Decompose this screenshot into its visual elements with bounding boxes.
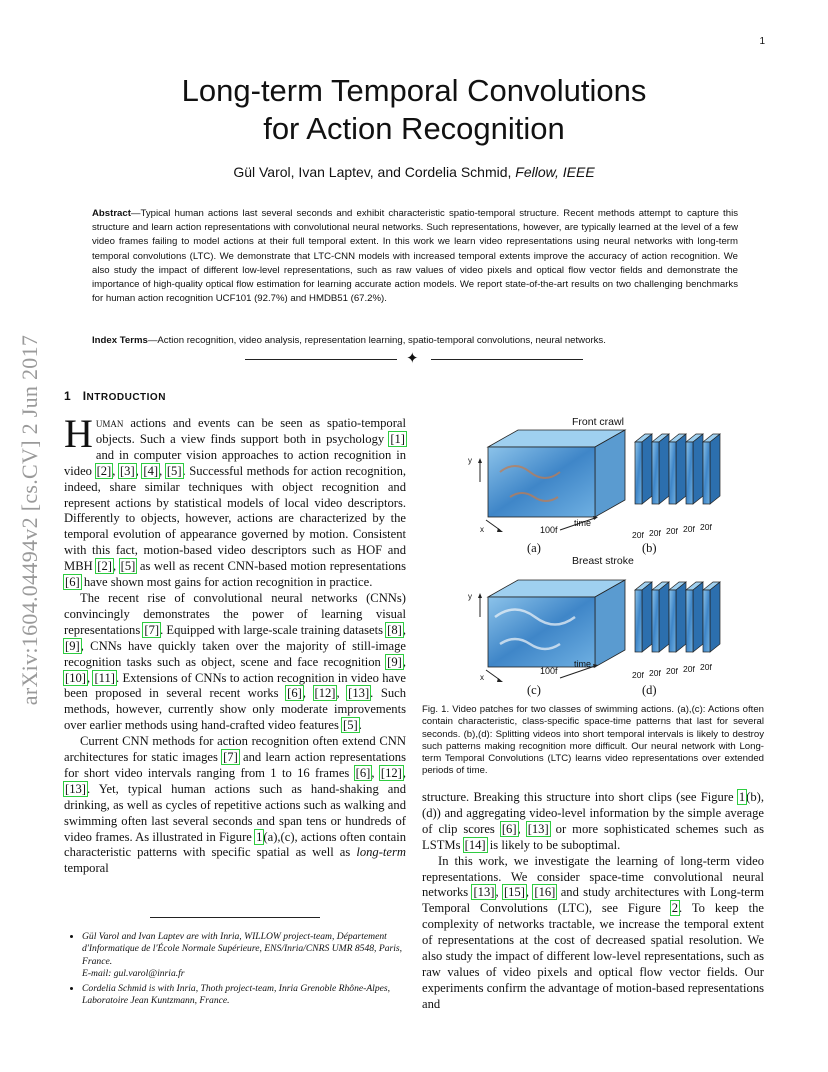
- arxiv-stamp: [10, 290, 50, 750]
- short-clip-frames-top: 20f: [649, 528, 661, 538]
- text-run: temporal: [64, 861, 109, 876]
- subfigure-label-d: (d): [642, 683, 657, 697]
- figure-heading-breast-stroke: Breast stroke: [572, 555, 634, 567]
- citation-link[interactable]: [5]: [343, 718, 358, 733]
- time-label-bottom: time: [574, 659, 592, 669]
- citation-link[interactable]: [9]: [387, 654, 402, 669]
- footnote-text: Cordelia Schmid is with Inria, Thoth project-team, Inria Grenoble Rhône-Alpes, Laboratoire Jean Kuntzmann, France.: [82, 982, 391, 1007]
- emphasis: long-term: [356, 845, 406, 860]
- figure-graphic: [470, 412, 770, 702]
- footnote-item: [82, 931, 406, 981]
- authors-names: Gül Varol, Ivan Laptev, and Cordelia Schmid,: [233, 164, 516, 180]
- abstract: [92, 207, 738, 306]
- text-run: . Successful methods for action recognition, indeed, share similar techniques with object recognition and represent actions by statistical models of local video descriptors. Differently to objects, however, actions are characterized by the temporal evolution of appearance governed by motion. Consistent with this fact, motion-based video descriptors such as HOF and MBH: [64, 463, 407, 574]
- short-clip-frames-bottom: 20f: [683, 664, 695, 674]
- subfigure-label-b: (b): [642, 541, 657, 555]
- axis-x-label-top: x: [480, 525, 484, 534]
- subfigure-label-a: (a): [527, 541, 541, 555]
- citation-link[interactable]: [4]: [143, 463, 159, 478]
- figure-caption: Fig. 1. Video patches for two classes of swimming actions. (a),(c): Actions often contain characteristic, class-specific space-time patterns that last for several seconds. (b),(d): Splitting videos into short temporal intervals is likely to destroy such patterns making recognition more difficult. Our neural network with Long-term Temporal Convolutions (LTC) learns video representations over extended periods of time.: [422, 704, 764, 777]
- footnote-rule: [150, 917, 320, 918]
- short-clip-frames-top: 20f: [632, 530, 644, 540]
- figure-link[interactable]: 1: [256, 829, 263, 844]
- footnote-email: E-mail: gul.varol@inria.fr: [82, 968, 185, 980]
- text-run: (b),(d)) and aggregating video-level information by the simple average of clip scores: [422, 790, 764, 836]
- citation-link[interactable]: [14]: [464, 837, 486, 852]
- figure-heading-front-crawl: Front crawl: [572, 416, 624, 428]
- citation-link[interactable]: [12]: [314, 686, 336, 701]
- citation-link[interactable]: [3]: [119, 463, 135, 478]
- citation-link[interactable]: [15]: [503, 885, 525, 900]
- citation-link[interactable]: [8]: [387, 622, 402, 637]
- divider-left: [245, 359, 397, 360]
- figure-link[interactable]: 2: [671, 901, 679, 916]
- axis-y-label-bottom: y: [468, 592, 472, 601]
- figure-1: [470, 412, 770, 702]
- short-clip-frames-top: 20f: [700, 522, 712, 532]
- citation-link[interactable]: [16]: [534, 885, 556, 900]
- text-run: or more sophisticated schemes such as LSTMs: [422, 821, 765, 852]
- time-label-top: time: [574, 518, 592, 528]
- divider-right: [431, 359, 583, 360]
- abstract-label: Abstract: [92, 208, 131, 219]
- axis-y-label-top: y: [468, 456, 472, 465]
- text-run: . Such methods, however, currently show only moderate improvements over earlier methods using hand-crafted video features: [64, 686, 407, 733]
- citation-link[interactable]: [13]: [473, 885, 495, 900]
- citation-link[interactable]: [7]: [223, 750, 238, 765]
- citation-link[interactable]: [5]: [166, 463, 182, 478]
- index-terms: [92, 334, 738, 348]
- intro-paragraph-3: Current CNN methods for action recognition often extend CNN architectures for static images [7] and learn action representations for short video intervals ranging from 1 to 16 frames [6], [12], [13]. Yet, typical human actions such as hand-shaking and drinking, as well as cycles of repetitive actions such as walking and swimming often last several seconds and span tens or hundreds of video frames. As illustrated in Figure 1(a),(c), actions often contain characteristic patterns with specific spatial as well as long-term temporal: [64, 734, 407, 876]
- panel-b-short-clips: [635, 434, 720, 504]
- text-run: is likely to be suboptimal.: [486, 837, 621, 852]
- text-run: . Equipped with large-scale training datasets: [160, 622, 387, 637]
- text-run: as well as recent CNN-based motion representations: [136, 559, 406, 574]
- citation-link[interactable]: [2]: [96, 463, 112, 478]
- axis-x-label-bottom: x: [480, 673, 484, 682]
- text-run: . Yet, typical human actions such as hand-shaking and drinking, as well as cycles of repetitive actions such as walking and swimming often last several seconds and span tens or hundreds of video frames. As illustrated in Figure: [64, 781, 406, 844]
- citation-link[interactable]: [13]: [527, 821, 549, 836]
- right-column: [422, 790, 764, 1013]
- text-run: . Extensions of CNNs to action recognition in video have been proposed in several recent works: [64, 670, 406, 701]
- title-line-1: Long-term Temporal Convolutions: [181, 73, 647, 108]
- abstract-text: —Typical human actions last several seconds and exhibit characteristic spatio-temporal structure. Recent methods attempt to capture this structure and learn action representations with convolutional neural networks. Such representations, however, are typically learned at the level of a few video frames failing to model actions at their full temporal extent. In this work we learn video representations using neural networks with long-term temporal convolutions (LTC). We demonstrate that LTC-CNN models with increased temporal extents improve the accuracy of action recognition. We also study the impact of different low-level representations, such as raw values of video pixels and optical flow vector fields and demonstrate the importance of high-quality optical flow estimation for learning accurate action models. We report state-of-the-art results on two challenging benchmarks for human action recognition UCF101 (92.7%) and HMDB51 (67.2%).: [92, 208, 738, 305]
- text-run: actions and events can be seen as spatio-temporal objects. Such a view finds support both in psychology: [95, 416, 406, 446]
- citation-link[interactable]: [5]: [120, 559, 136, 574]
- left-column: [64, 411, 407, 877]
- panel-a-long-clip: [478, 430, 625, 532]
- author-list: [120, 164, 708, 180]
- arxiv-stamp-text: arXiv:1604.04494v2 [cs.CV] 2 Jun 2017: [17, 334, 42, 706]
- intro-smallcaps: uman: [95, 416, 124, 430]
- text-run: have shown most gains for action recognition in practice.: [80, 575, 373, 590]
- citation-link[interactable]: [12]: [380, 765, 402, 780]
- right-paragraph-2: In this work, we investigate the learning of long-term video representations. We consider space-time convolutional neural networks [13], [15], [16] and study architectures with Long-term Temporal Convolutions (LTC), see Figure 2. To keep the complexity of networks tractable, we increase the temporal extent of representations at the cost of decreased spatial resolution. We also study the impact of different low-level representations, such as raw values of video pixels and optical flow vector fields. Our experiments confirm the advantage of motion-based representations and: [422, 853, 765, 1011]
- section-title-rest: NTRODUCTION: [86, 392, 166, 403]
- intro-paragraph-2: The recent rise of convolutional neural networks (CNNs) convincingly demonstrates the power of learning visual representations [7]. Equipped with large-scale training datasets [8], [9], CNNs have quickly taken over the majority of still-image recognition tasks such as object, scene and face recognition [9], [10], [11]. Extensions of CNNs to action recognition in video have been proposed in several recent works [6], [12], [13]. Such methods, however, currently show only moderate improvements over earlier methods using hand-crafted video features [5].: [64, 590, 407, 733]
- footnote-item: [82, 983, 406, 1008]
- text-run: Current CNN methods for action recognition often extend CNN architectures for static images: [64, 734, 406, 765]
- section-heading: [64, 389, 166, 403]
- text-run: (a),(c), actions often contain characteristic patterns with specific spatial as well as: [64, 829, 406, 860]
- text-run: . To keep the complexity of networks tractable, we increase the temporal extent of representations at the cost of decreased spatial resolution. We also study the impact of different low-level representations, such as raw values of video pixels and optical flow vector fields. Our experiments confirm the advantage of motion-based representations and: [422, 901, 765, 1011]
- right-paragraph-1: structure. Breaking this structure into short clips (see Figure 1(b),(d)) and aggregating video-level information by the simple average of clip scores [6], [13] or more sophisticated schemes such as LSTMs [14] is likely to be suboptimal.: [422, 790, 765, 852]
- footnotes: [64, 931, 406, 1009]
- text-run: and in computer vision approaches to action recognition in video: [64, 447, 406, 478]
- section-number: 1: [64, 389, 72, 403]
- page-number: 1: [759, 36, 765, 47]
- citation-link[interactable]: [9]: [65, 638, 80, 653]
- short-clip-frames-bottom: 20f: [700, 662, 712, 672]
- short-clip-frames-bottom: 20f: [649, 668, 661, 678]
- short-clip-frames-bottom: 20f: [632, 670, 644, 680]
- index-terms-label: Index Terms: [92, 335, 148, 346]
- text-run: , CNNs have quickly taken over the majority of still-image recognition tasks such as object, scene and face recognition: [64, 638, 406, 669]
- text-run: and learn action representations for short video intervals ranging from 1 to 16 frames: [64, 750, 406, 780]
- section-title-initial: I: [82, 389, 87, 403]
- title-line-2: for Action Recognition: [263, 111, 565, 146]
- citation-link[interactable]: [7]: [144, 622, 160, 637]
- citation-link[interactable]: [6]: [287, 686, 302, 701]
- citation-link[interactable]: [13]: [348, 686, 370, 701]
- text-run: In this work, we investigate the learning of long-term video representations. We consider space-time convolutional neural networks: [422, 853, 764, 900]
- short-clip-frames-top: 20f: [666, 526, 678, 536]
- text-run: and study architectures with Long-term Temporal Convolutions (LTC), see Figure: [422, 885, 764, 916]
- citation-link[interactable]: [6]: [355, 765, 371, 780]
- text-run: structure. Breaking this structure into short clips (see Figure: [422, 790, 738, 804]
- citation-link[interactable]: [13]: [65, 781, 86, 796]
- long-clip-frames-bottom: 100f: [540, 666, 558, 676]
- citation-link[interactable]: [11]: [94, 670, 115, 685]
- dropcap: H: [64, 411, 93, 456]
- authors-fellow: Fellow, IEEE: [515, 164, 595, 180]
- citation-link[interactable]: [2]: [97, 559, 112, 574]
- index-terms-text: —Action recognition, video analysis, representation learning, spatio-temporal convolutions, neural networks.: [147, 335, 606, 346]
- subfigure-label-c: (c): [527, 683, 541, 697]
- short-clip-frames-bottom: 20f: [666, 666, 678, 676]
- citation-link[interactable]: [10]: [65, 670, 86, 685]
- panel-d-short-clips: [635, 582, 720, 652]
- short-clip-frames-top: 20f: [683, 524, 695, 534]
- intro-paragraph-1: Human actions and events can be seen as spatio-temporal objects. Such a view finds support both in psychology [1] and in computer vision approaches to action recognition in video [2], [3], [4], [5]. Successful methods for action recognition, indeed, share similar techniques with object recognition and represent actions by statistical models of local video descriptors. Differently to objects, however, actions are characterized by the temporal evolution of appearance governed by motion. Consistent with this fact, motion-based video descriptors such as HOF and MBH [2], [5] as well as recent CNN-based motion representations [6] have shown most gains for action recognition in practice.: [64, 411, 407, 590]
- footnote-text: Gül Varol and Ivan Laptev are with Inria, WILLOW project-team, Département d'Informatique de l'École Normale Supérieure, ENS/Inria/CNRS UMR 8548, Paris, France.: [82, 931, 403, 967]
- citation-link[interactable]: [6]: [501, 821, 517, 836]
- citation-link[interactable]: [1]: [390, 431, 405, 446]
- long-clip-frames-top: 100f: [540, 525, 558, 535]
- citation-link[interactable]: [6]: [65, 575, 80, 590]
- text-run: The recent rise of convolutional neural networks (CNNs) convincingly demonstrates the power of learning visual representations: [64, 590, 406, 637]
- paper-title: [120, 72, 708, 148]
- divider-ornament: ✦: [406, 351, 419, 367]
- figure-link[interactable]: 1: [738, 790, 746, 804]
